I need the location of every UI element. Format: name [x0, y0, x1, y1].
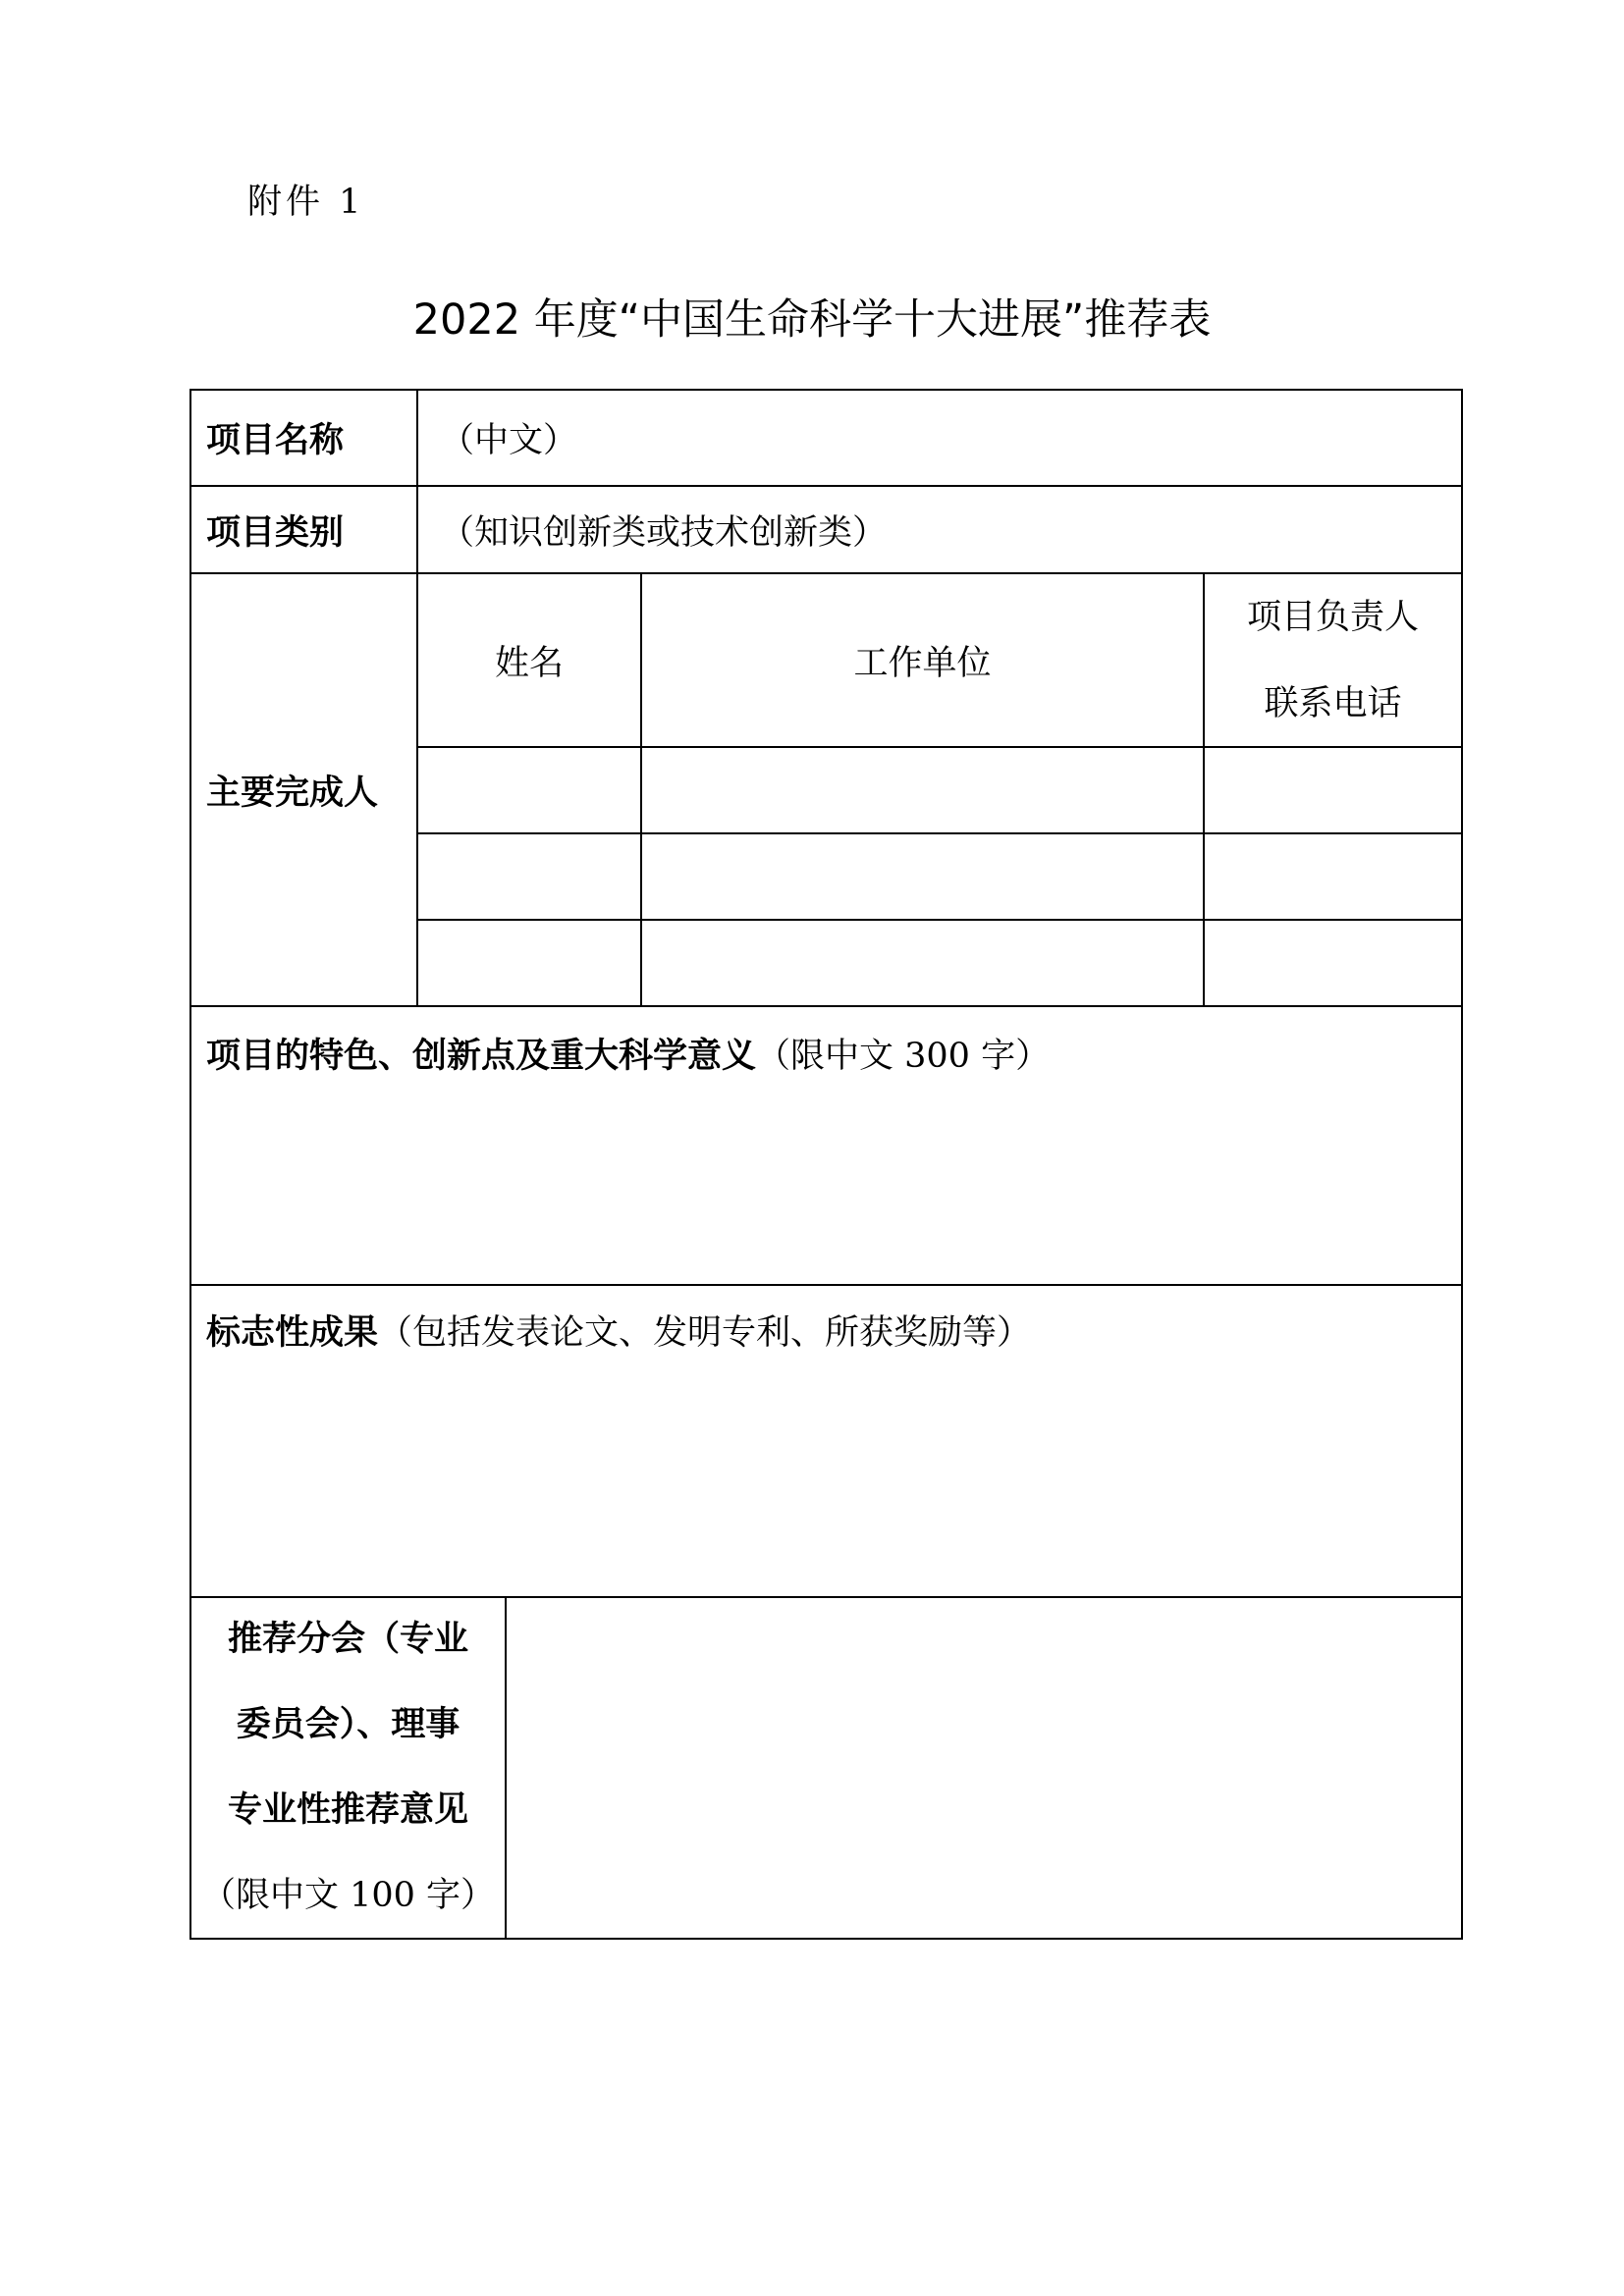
- table-line: [189, 1005, 1463, 1007]
- recommendation-label-line3: 专业性推荐意见: [227, 1790, 468, 1830]
- table-border-right: [1461, 389, 1463, 1940]
- recommendation-label-line1: 推荐分会（专业: [227, 1620, 468, 1659]
- contributor-2-name[interactable]: [418, 834, 640, 919]
- achievements-text-area[interactable]: [191, 1357, 1461, 1596]
- innovation-hint: （限中文 300 字）: [756, 1037, 1051, 1076]
- project-name-label: 项目名称: [206, 421, 345, 460]
- recommendation-opinion-area[interactable]: [507, 1598, 1461, 1938]
- column-header-leader-phone: [1205, 574, 1461, 746]
- achievements-section-heading: [206, 1306, 1031, 1355]
- project-name-field[interactable]: （中文）: [440, 421, 578, 460]
- main-contributors-label: 主要完成人: [206, 773, 379, 813]
- form-title: 2022 年度“中国生命科学十大进展”推荐表: [412, 295, 1212, 345]
- innovation-label: 项目的特色、创新点及重大科学意义: [206, 1037, 757, 1076]
- innovation-section-heading: [206, 1029, 1050, 1078]
- column-header-work-unit: 工作单位: [853, 643, 992, 683]
- innovation-text-area[interactable]: [191, 1080, 1461, 1284]
- project-category-field[interactable]: （知识创新类或技术创新类）: [440, 512, 888, 553]
- attachment-label: 附件 1: [247, 183, 365, 222]
- contributor-3-unit[interactable]: [642, 921, 1203, 1005]
- contributor-3-phone[interactable]: [1205, 921, 1461, 1005]
- column-header-name: 姓名: [494, 643, 564, 683]
- table-line: [189, 1284, 1463, 1286]
- contributor-1-phone[interactable]: [1205, 748, 1461, 832]
- recommendation-label-line2: 委员会）、理事: [236, 1705, 460, 1744]
- leader-phone-line1: 项目负责人: [1246, 597, 1419, 637]
- contributor-3-name[interactable]: [418, 921, 640, 1005]
- project-category-label: 项目类别: [206, 512, 345, 553]
- contributor-2-unit[interactable]: [642, 834, 1203, 919]
- achievements-hint: （包括发表论文、发明专利、所获奖励等）: [378, 1313, 1032, 1353]
- recommendation-label-block: [191, 1598, 505, 1938]
- contributor-1-name[interactable]: [418, 748, 640, 832]
- achievements-label: 标志性成果: [206, 1313, 379, 1353]
- recommendation-hint: （限中文 100 字）: [200, 1876, 496, 1915]
- contributor-2-phone[interactable]: [1205, 834, 1461, 919]
- contributor-1-unit[interactable]: [642, 748, 1203, 832]
- leader-phone-line2: 联系电话: [1264, 683, 1402, 723]
